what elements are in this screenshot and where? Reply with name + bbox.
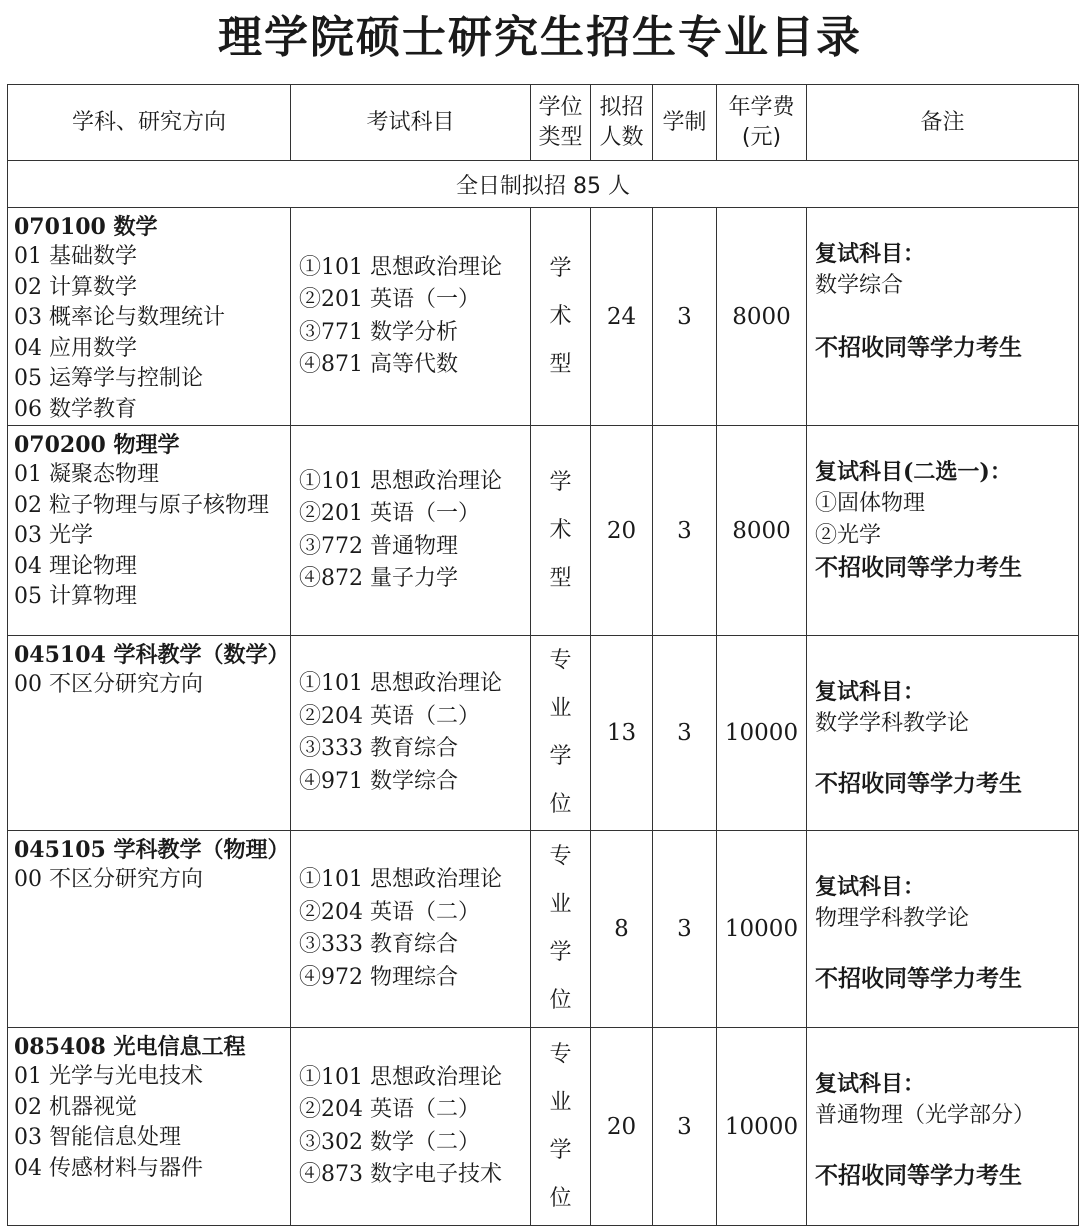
degree-type-cell: [531, 831, 591, 1028]
exam-subject: ①101 思想政治理论: [299, 1064, 502, 1090]
research-direction: 06 数学教育: [14, 396, 137, 422]
major-name: 070100 数学: [14, 214, 158, 240]
summary-row: [8, 161, 1079, 208]
retest-list: [815, 270, 1078, 302]
duration-cell: 3: [653, 208, 717, 426]
quota-cell: 24: [591, 208, 653, 426]
duration-cell: 3: [653, 831, 717, 1028]
degree-type-char: 专: [549, 648, 572, 673]
header-major: 学科、研究方向: [8, 85, 291, 161]
exam-cell: [291, 636, 531, 831]
major-name: 070200 物理学: [14, 432, 180, 458]
retest-subject: 普通物理（光学部分）: [815, 1103, 1036, 1128]
exam-subject: ①101 思想政治理论: [299, 671, 502, 696]
exam-subject: ③333 教育综合: [299, 736, 458, 761]
retest-label: 复试科目：: [815, 679, 926, 705]
exam-list: [299, 252, 530, 382]
degree-type-char: 位: [549, 1185, 572, 1211]
research-direction: 04 理论物理: [14, 553, 137, 579]
header-fee: 年学费 (元): [717, 85, 807, 161]
exam-list: [299, 466, 530, 596]
restriction-note: 不招收同等学力考生: [815, 965, 1022, 992]
restriction-note: 不招收同等学力考生: [815, 554, 1022, 581]
restriction-note: 不招收同等学力考生: [815, 1162, 1022, 1189]
research-direction: 03 智能信息处理: [14, 1125, 181, 1150]
notes-cell: [807, 636, 1079, 831]
exam-subject: ④872 量子力学: [299, 566, 458, 591]
duration-cell: 3: [653, 636, 717, 831]
note-gap: [815, 302, 1078, 332]
page-title: 理学院硕士研究生招生专业目录: [218, 12, 862, 63]
retest-label: 复试科目：: [815, 241, 926, 267]
note-gap: [815, 1132, 1078, 1160]
exam-subject: ②204 英语（二）: [299, 1097, 480, 1122]
degree-type-char: 学: [549, 1137, 572, 1163]
exam-list: [299, 864, 530, 994]
notes-cell: [807, 208, 1079, 426]
exam-subject: ③302 数学（二）: [299, 1129, 480, 1155]
table-row: [8, 1028, 1079, 1226]
degree-type-char: 业: [549, 892, 572, 917]
major-name: 085408 光电信息工程: [14, 1034, 246, 1060]
exam-subject: ②201 英语（一）: [299, 501, 480, 526]
fee-cell: 10000: [717, 1028, 807, 1226]
exam-subject: ④971 数学综合: [299, 768, 458, 794]
exam-subject: ②204 英语（二）: [299, 703, 480, 729]
exam-subject: ③333 教育综合: [299, 932, 458, 957]
major-cell: [8, 208, 291, 426]
direction-list: [14, 670, 290, 701]
major-name: 045104 学科教学（数学）: [14, 642, 290, 668]
restriction-note: 不招收同等学力考生: [815, 334, 1022, 361]
major-cell: [8, 426, 291, 636]
exam-subject: ④873 数字电子技术: [299, 1162, 502, 1187]
degree-type-char: 学: [549, 255, 572, 281]
research-direction: 02 机器视觉: [14, 1094, 137, 1120]
table-row: [8, 208, 1079, 426]
exam-subject: ④972 物理综合: [299, 964, 458, 990]
retest-list: [815, 708, 1078, 740]
research-direction: 03 光学: [14, 523, 93, 548]
degree-type-cell: [531, 208, 591, 426]
fee-cell: 8000: [717, 208, 807, 426]
research-direction: 04 传感材料与器件: [14, 1155, 203, 1181]
retest-list: [815, 903, 1078, 935]
notes-cell: [807, 831, 1079, 1028]
major-name: 045105 学科教学（物理）: [14, 837, 290, 863]
fee-cell: 10000: [717, 831, 807, 1028]
research-direction: 00 不区分研究方向: [14, 672, 203, 697]
retest-label: 复试科目：: [815, 874, 926, 900]
retest-subject: 数学学科教学论: [815, 711, 970, 736]
retest-label: 复试科目：: [815, 1071, 926, 1097]
note-gap: [815, 935, 1078, 963]
major-cell: [8, 636, 291, 831]
degree-type-char: 学: [549, 940, 572, 965]
table-row: [8, 426, 1079, 636]
degree-type: [531, 833, 590, 1025]
exam-subject: ④871 高等代数: [299, 352, 458, 377]
program-catalog-table: [7, 84, 1079, 1226]
exam-subject: ①101 思想政治理论: [299, 867, 502, 892]
exam-subject: ②201 英语（一）: [299, 287, 480, 312]
header-notes: 备注: [807, 85, 1079, 161]
fee-cell: 8000: [717, 426, 807, 636]
note-gap: [815, 740, 1078, 768]
retest-subject: ②光学: [815, 523, 882, 548]
degree-type: [531, 1031, 590, 1223]
exam-subject: ①101 思想政治理论: [299, 254, 502, 280]
direction-list: [14, 1062, 290, 1184]
exam-list: [299, 668, 530, 798]
major-cell: [8, 831, 291, 1028]
header-row: [8, 85, 1079, 161]
restriction-note: 不招收同等学力考生: [815, 770, 1022, 797]
research-direction: 05 运筹学与控制论: [14, 366, 203, 391]
exam-subject: ③772 普通物理: [299, 533, 458, 559]
research-direction: 01 凝聚态物理: [14, 462, 159, 487]
degree-type: [531, 245, 590, 389]
degree-type-cell: [531, 1028, 591, 1226]
degree-type-char: 型: [549, 565, 572, 591]
notes-cell: [807, 1028, 1079, 1226]
retest-label: 复试科目(二选一)：: [815, 459, 1012, 485]
degree-type-char: 位: [549, 988, 572, 1013]
header-quota: 拟招 人数: [591, 85, 653, 161]
degree-type-char: 业: [549, 696, 572, 721]
research-direction: 02 粒子物理与原子核物理: [14, 492, 269, 518]
direction-list: [14, 460, 290, 613]
degree-type-char: 专: [549, 844, 572, 869]
exam-list: [299, 1062, 530, 1192]
degree-type: [531, 637, 590, 829]
degree-type-cell: [531, 426, 591, 636]
exam-subject: ②204 英语（二）: [299, 899, 480, 925]
quota-cell: 13: [591, 636, 653, 831]
research-direction: 04 应用数学: [14, 335, 137, 361]
enrollment-summary: 全日制拟招 85 人: [8, 161, 1079, 208]
research-direction: 01 基础数学: [14, 244, 137, 269]
degree-type-char: 型: [549, 351, 572, 377]
quota-cell: 20: [591, 426, 653, 636]
retest-subject: 数学综合: [815, 273, 904, 298]
duration-cell: 3: [653, 426, 717, 636]
exam-cell: [291, 1028, 531, 1226]
retest-list: [815, 488, 1078, 552]
table-row: [8, 636, 1079, 831]
quota-cell: 20: [591, 1028, 653, 1226]
degree-type-char: 学: [549, 744, 572, 769]
fee-cell: 10000: [717, 636, 807, 831]
exam-cell: [291, 831, 531, 1028]
research-direction: 00 不区分研究方向: [14, 867, 203, 892]
header-duration: 学制: [653, 85, 717, 161]
degree-type-char: 专: [549, 1041, 572, 1067]
direction-list: [14, 242, 290, 425]
research-direction: 01 光学与光电技术: [14, 1064, 203, 1089]
notes-cell: [807, 426, 1079, 636]
degree-type: [531, 459, 590, 603]
degree-type-char: 术: [549, 517, 572, 543]
degree-type-char: 位: [549, 792, 572, 817]
retest-list: [815, 1100, 1078, 1132]
header-degree-type: 学位 类型: [531, 85, 591, 161]
header-exam: 考试科目: [291, 85, 531, 161]
exam-cell: [291, 426, 531, 636]
research-direction: 03 概率论与数理统计: [14, 305, 225, 330]
degree-type-char: 学: [549, 469, 572, 495]
exam-subject: ①101 思想政治理论: [299, 468, 502, 494]
degree-type-cell: [531, 636, 591, 831]
quota-cell: 8: [591, 831, 653, 1028]
major-cell: [8, 1028, 291, 1226]
retest-subject: ①固体物理: [815, 491, 926, 516]
table-row: [8, 831, 1079, 1028]
exam-subject: ③771 数学分析: [299, 319, 458, 345]
degree-type-char: 术: [549, 303, 572, 329]
retest-subject: 物理学科教学论: [815, 906, 970, 931]
duration-cell: 3: [653, 1028, 717, 1226]
degree-type-char: 业: [549, 1089, 572, 1115]
exam-cell: [291, 208, 531, 426]
research-direction: 05 计算物理: [14, 584, 137, 609]
direction-list: [14, 865, 290, 896]
research-direction: 02 计算数学: [14, 274, 137, 300]
